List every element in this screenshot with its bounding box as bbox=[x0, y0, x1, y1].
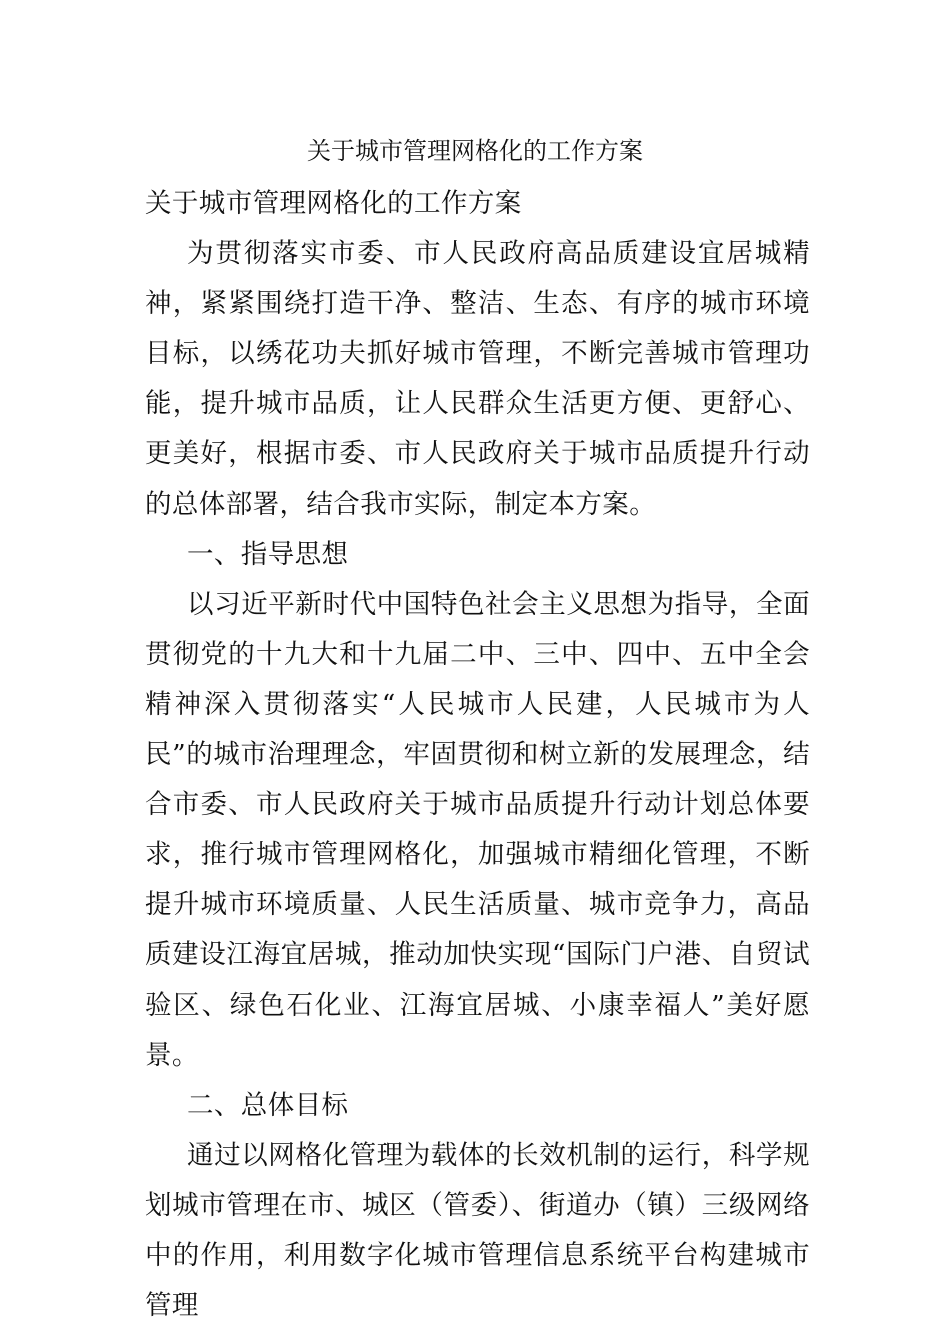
section-heading-overall-goal: 二、总体目标 bbox=[187, 1089, 349, 1121]
section-heading-guiding-ideology: 一、指导思想 bbox=[187, 538, 349, 570]
document-body bbox=[145, 179, 810, 1331]
overall-goal-paragraph: 通过以网格化管理为载体的长效机制的运行，科学规划城市管理在市、城区（管委）、街道办（镇）三级网络中的作用，利用数字化城市管理信息系统平台构建城市管理 bbox=[145, 1139, 810, 1322]
document-subtitle: 关于城市管理网格化的工作方案 bbox=[145, 188, 522, 219]
guiding-ideology-paragraph: 以习近平新时代中国特色社会主义思想为指导，全面贯彻党的十九大和十九届二中、三中、四中、五中全会精神深入贯彻落实“人民城市人民建，人民城市为人民”的城市治理理念，牢固贯彻和树立新的发展理念，结合市委、市人民政府关于城市品质提升行动计划总体要求，推行城市管理网格化，加强城市精细化管理，不断提升城市环境质量、人民生活质量、城市竞争力，高品质建设江海宜居城，推动加快实现“国际门户港、自贸试验区、绿色石化业、江海宜居城、小康幸福人”美好愿景。 bbox=[145, 588, 810, 1071]
intro-paragraph: 为贯彻落实市委、市人民政府高品质建设宜居城精神，紧紧围绕打造干净、整洁、生态、有序的城市环境目标，以绣花功夫抓好城市管理，不断完善城市管理功能，提升城市品质，让人民群众生活更方便、更舒心、更美好，根据市委、市人民政府关于城市品质提升行动的总体部署，结合我市实际，制定本方案。 bbox=[145, 238, 810, 520]
document-title: 关于城市管理网格化的工作方案 bbox=[307, 137, 643, 165]
